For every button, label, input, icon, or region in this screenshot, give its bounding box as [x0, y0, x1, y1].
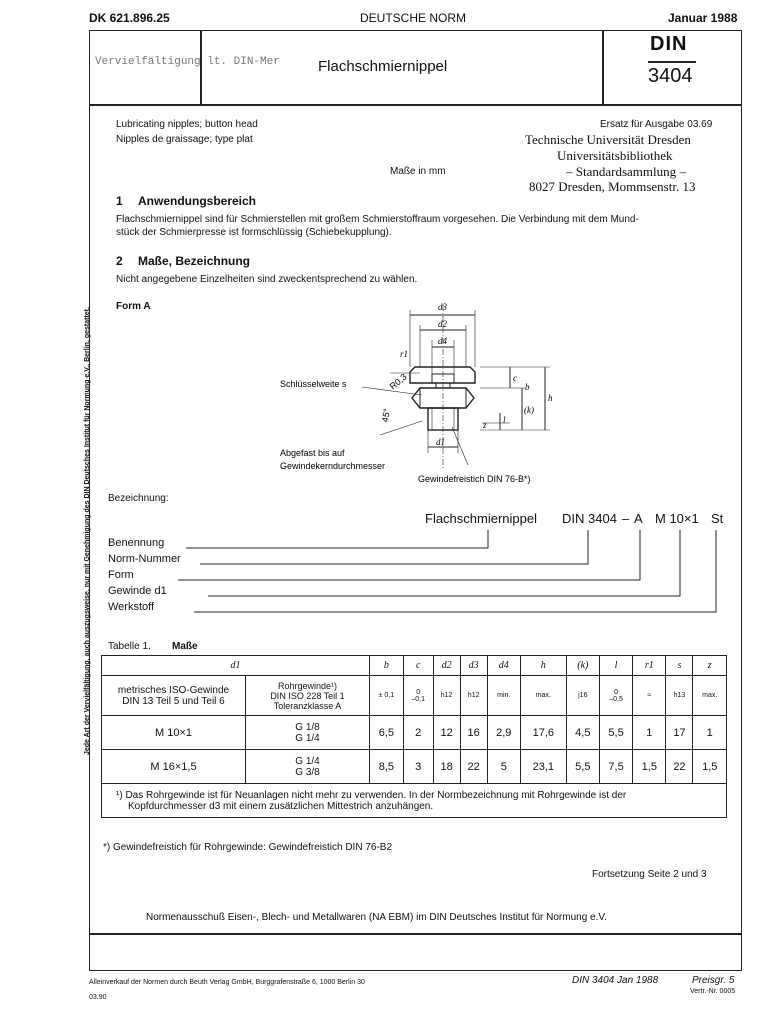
designation-name: Flachschmiernippel: [425, 511, 537, 526]
table-header: r1: [633, 656, 666, 676]
dimensions-table: [101, 655, 727, 818]
units-note: Maße in mm: [390, 166, 446, 177]
table-header: d3: [460, 656, 487, 676]
dim-d3: d3: [438, 302, 447, 312]
cell: 5,5: [599, 716, 632, 750]
din-number: 3404: [648, 65, 693, 87]
section-title: Anwendungsbereich: [138, 194, 257, 208]
table-row: [102, 750, 727, 784]
cell: 18: [433, 750, 460, 784]
dim-c: c: [513, 373, 517, 383]
designation-item: Norm-Nummer: [108, 553, 181, 565]
table-footnote: [102, 784, 727, 818]
dim-d1: d1: [436, 437, 445, 447]
footnote-line: Kopfdurchmesser d3 mit einem zusätzlichen Mittestrich anzuhängen.: [128, 800, 434, 812]
designation-item: Form: [108, 569, 134, 581]
tolerance: h12: [433, 676, 460, 716]
designation-item: Benennung: [108, 537, 165, 549]
cell: 6,5: [370, 716, 404, 750]
divider: [89, 933, 742, 935]
thread-footnote: *) Gewindefreistich für Rohrgewinde: Gewindefreistich DIN 76-B2: [103, 842, 393, 853]
designation-form: A: [634, 511, 643, 526]
vertr-number: Vertr.-Nr. 0005: [690, 988, 736, 995]
cell: 23,1: [520, 750, 566, 784]
table-subheader: [246, 676, 370, 716]
norm-label: DEUTSCHE NORM: [360, 11, 467, 25]
cell: 1: [693, 716, 727, 750]
section-text: stück der Schmierpresse ist formschlüssig (Schiebekupplung).: [116, 227, 392, 238]
copyright-sidebar: Jede Art der Vervielfältigung, auch auszugsweise, nur mit Genehmigung des DIN Deutsches Institut für Normung e.V., Berlin, gestattet.: [84, 307, 91, 755]
tolerance: 0 –0,5: [599, 676, 632, 716]
tolerance: max.: [693, 676, 727, 716]
pipe-label: Rohrgewinde¹): [277, 680, 338, 691]
table-footnote-row: [102, 784, 727, 818]
section-text: Flachschmiernippel sind für Schmierstellen mit großem Schmierstoffraum vorgesehen. Die Verbindung mit dem Mund-: [116, 214, 639, 225]
cell-pipe: G 1/4 G 3/8: [246, 750, 370, 784]
cell: 3: [403, 750, 433, 784]
cell: 12: [433, 716, 460, 750]
section-text: Nicht angegebene Einzelheiten sind zweckentsprechend zu wählen.: [116, 274, 418, 285]
print-code: 03.90: [89, 994, 107, 1001]
tolerance: j16: [566, 676, 599, 716]
footnote-line: ¹) Das Rohrgewinde ist für Neuanlagen nicht mehr zu verwenden. In der Normbezeichnung mit Rohrgewinde ist der: [116, 789, 627, 801]
chamfer-label: Abgefast bis auf: [280, 448, 345, 458]
table-header: s: [666, 656, 693, 676]
tolerance: h12: [460, 676, 487, 716]
dim-b: b: [525, 382, 530, 392]
metric-label: DIN 13 Teil 5 und Teil 6: [122, 695, 225, 707]
table-header: c: [403, 656, 433, 676]
cell: 4,5: [566, 716, 599, 750]
designation-dash: –: [622, 511, 630, 526]
cell-pipe: G 1/8 G 1/4: [246, 716, 370, 750]
table-header: l: [599, 656, 632, 676]
pipe-label: DIN ISO 228 Teil 1: [270, 690, 345, 701]
replaces-edition: Ersatz für Ausgabe 03.69: [600, 119, 713, 130]
cell: 17: [666, 716, 693, 750]
table-subheader: [102, 676, 246, 716]
dim-z: z: [483, 420, 487, 430]
committee: Normenausschuß Eisen-, Blech- und Metallwaren (NA EBM) im DIN Deutsches Institut für Normung e.V.: [146, 912, 607, 923]
tolerance: h13: [666, 676, 693, 716]
cell: 7,5: [599, 750, 632, 784]
designation-item: Werkstoff: [108, 601, 155, 613]
cell: 22: [666, 750, 693, 784]
table-caption-title: Maße: [172, 641, 198, 652]
dim-k: (k): [524, 405, 534, 415]
dim-d4: d4: [438, 336, 447, 346]
undercut-label: Gewindefreistich DIN 76-B*): [418, 474, 531, 484]
cell-metric: M 10×1: [102, 716, 246, 750]
din-logo-rule: [648, 61, 696, 63]
designation-thread: M 10×1: [655, 511, 699, 526]
page-title: Flachschmiernippel: [318, 58, 448, 75]
section-title: Maße, Bezeichnung: [138, 254, 251, 268]
issue-date: Januar 1988: [668, 11, 738, 25]
library-line: Universitätsbibliothek: [557, 148, 673, 163]
cell: 16: [460, 716, 487, 750]
designation-material: St: [711, 511, 724, 526]
cell: 2: [403, 716, 433, 750]
section-number: 1: [116, 194, 123, 208]
table-header: d2: [433, 656, 460, 676]
continued-note: Fortsetzung Seite 2 und 3: [592, 869, 707, 880]
cell: 1,5: [633, 750, 666, 784]
metric-label: metrisches ISO-Gewinde: [117, 684, 230, 696]
seller-note: Alleinverkauf der Normen durch Beuth Verlag GmbH, Burggrafenstraße 6, 1000 Berlin 30: [89, 979, 365, 986]
nipple-drawing: [270, 295, 570, 490]
price-group: Preisgr. 5: [692, 975, 735, 986]
library-stamp: Vervielfältigung lt. DIN-Mer: [95, 56, 280, 68]
section-number: 2: [116, 254, 123, 268]
cell: 1: [633, 716, 666, 750]
table-header: (k): [566, 656, 599, 676]
cell: 8,5: [370, 750, 404, 784]
table-row: [102, 716, 727, 750]
cell: 5,5: [566, 750, 599, 784]
tolerance: max.: [520, 676, 566, 716]
library-line: 8027 Dresden, Mommsenstr. 13: [529, 179, 696, 194]
table-header: z: [693, 656, 727, 676]
cell: 17,6: [520, 716, 566, 750]
tolerance: min.: [487, 676, 520, 716]
angle-label: 45°: [379, 407, 393, 423]
tolerance: ± 0,1: [370, 676, 404, 716]
library-line: – Standardsammlung –: [566, 164, 686, 179]
divider: [602, 30, 604, 105]
table-header: b: [370, 656, 404, 676]
dim-h: h: [548, 393, 553, 403]
tolerance: 0 –0,1: [403, 676, 433, 716]
library-line: Technische Universität Dresden: [525, 132, 691, 147]
cell: 22: [460, 750, 487, 784]
dim-l: l: [503, 415, 506, 425]
cell: 2,9: [487, 716, 520, 750]
cell: 5: [487, 750, 520, 784]
table-header: d4: [487, 656, 520, 676]
cell: 1,5: [693, 750, 727, 784]
footer-ref: DIN 3404 Jan 1988: [572, 975, 659, 986]
table-header-d1: d1: [102, 656, 370, 676]
dk-number: DK 621.896.25: [89, 11, 170, 25]
pipe-label: Toleranzklasse A: [273, 700, 342, 711]
din-logo: DIN: [650, 33, 688, 55]
title-french: Nipples de graissage; type plat: [116, 134, 253, 145]
tolerance: ≈: [633, 676, 666, 716]
chamfer-label: Gewindekerndurchmesser: [280, 461, 386, 471]
cell-metric: M 16×1,5: [102, 750, 246, 784]
designation-label: Bezeichnung:: [108, 493, 169, 504]
table-caption: Tabelle 1.: [108, 641, 151, 652]
wrench-size-label: Schlüsselweite s: [280, 379, 347, 389]
form-label: Form A: [116, 301, 151, 312]
title-english: Lubricating nipples; button head: [116, 119, 258, 130]
designation-leaders: [150, 528, 730, 618]
divider: [89, 104, 742, 106]
table-header: h: [520, 656, 566, 676]
dim-r1: r1: [400, 349, 409, 359]
radius-label: R0,3: [387, 371, 409, 392]
dim-d2: d2: [438, 319, 447, 329]
designation-din: DIN 3404: [562, 511, 617, 526]
designation-item: Gewinde d1: [108, 585, 167, 597]
